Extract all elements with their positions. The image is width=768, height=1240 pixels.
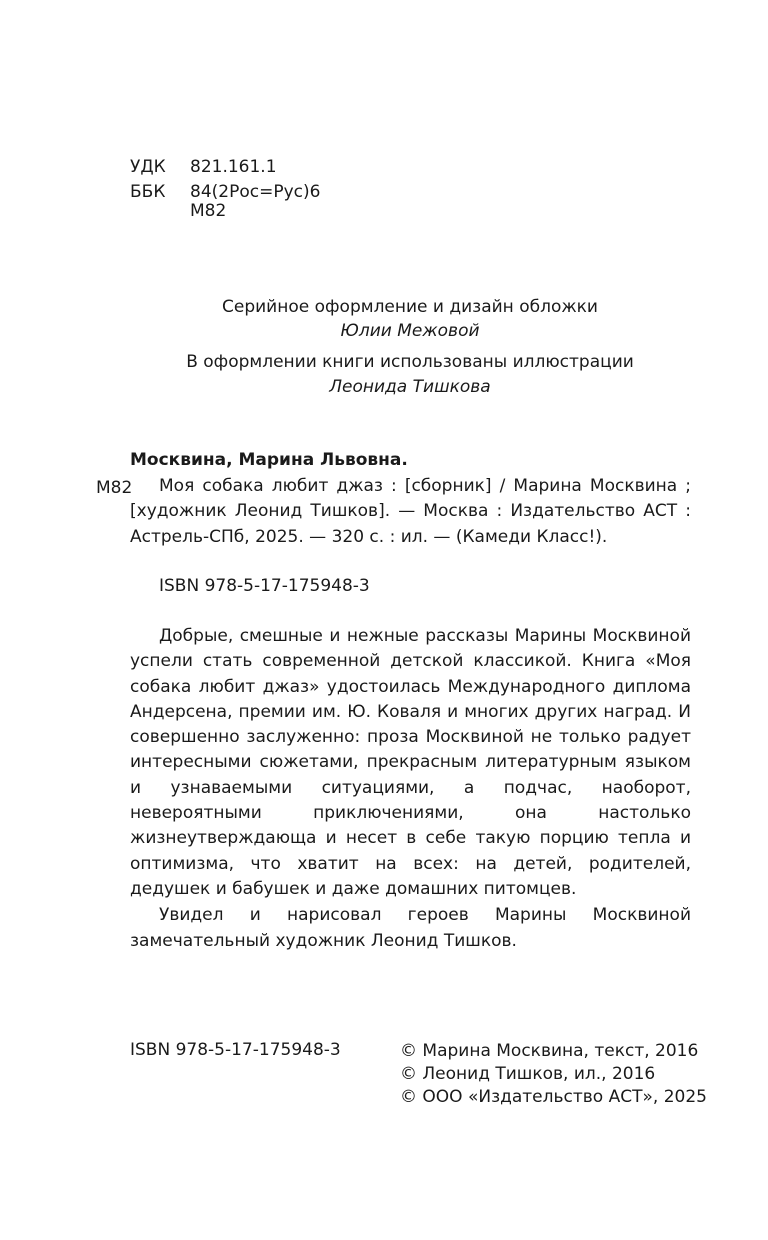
illustration-credit-title: В оформлении книги использованы иллюстрации: [186, 352, 634, 372]
side-author-mark: М82: [96, 478, 133, 498]
copyright-illustrations: © Леонид Тишков, ил., 2016: [400, 1064, 656, 1084]
copyright-text: © Марина Москвина, текст, 2016: [400, 1041, 699, 1061]
footer-isbn: ISBN 978-5-17-175948-3: [130, 1040, 341, 1060]
author-heading: Москвина, Марина Львовна.: [130, 450, 408, 470]
design-credit-name: Юлии Межовой: [340, 321, 480, 341]
annotation-paragraph-1: Добрые, смешные и нежные рассказы Марины Москвиной успели стать современной детской классикой. Книга «Моя собака любит джаз» удостоилась Международного диплома Андерсена, премии им. Ю. Коваля и многих других наград. И совершенно заслуженно: проза Москвиной не только радует интересными сюжетами, прекрасным литературным языком и узнаваемыми ситуациями, а подчас, наоборот, невероятными приключениями, она настолько жизнеутверждающа и несет в себе такую порцию тепла и оптимизма, что хватит на всех: на детей, родителей, дедушек и бабушек и даже домашних питомцев.: [130, 626, 691, 899]
bbk-value: 84(2Рос=Рус)6: [190, 182, 321, 202]
isbn-line: ISBN 978-5-17-175948-3: [159, 576, 370, 596]
udk-label: УДК: [130, 157, 166, 177]
bbk-label: ББК: [130, 182, 166, 202]
illustration-credit-name: Леонида Тишкова: [329, 377, 491, 397]
copyright-publisher: © ООО «Издательство АСТ», 2025: [400, 1087, 707, 1107]
annotation-paragraph-2: Увидел и нарисовал героев Марины Москвиной замечательный художник Леонид Тишков.: [130, 905, 691, 951]
author-mark: М82: [190, 201, 227, 221]
design-credit-title: Серийное оформление и дизайн обложки: [222, 297, 598, 317]
copyright-block: [400, 1040, 707, 1109]
udk-value: 821.161.1: [190, 157, 277, 177]
bibliographic-description: Моя собака любит джаз : [сборник] / Марина Москвина ; [художник Леонид Тишков]. — Москва : Издательство АСТ : Астрель-СПб, 2025. — 320 с. : ил. — (Камеди Класс!).: [130, 476, 691, 547]
annotation: [130, 624, 691, 954]
